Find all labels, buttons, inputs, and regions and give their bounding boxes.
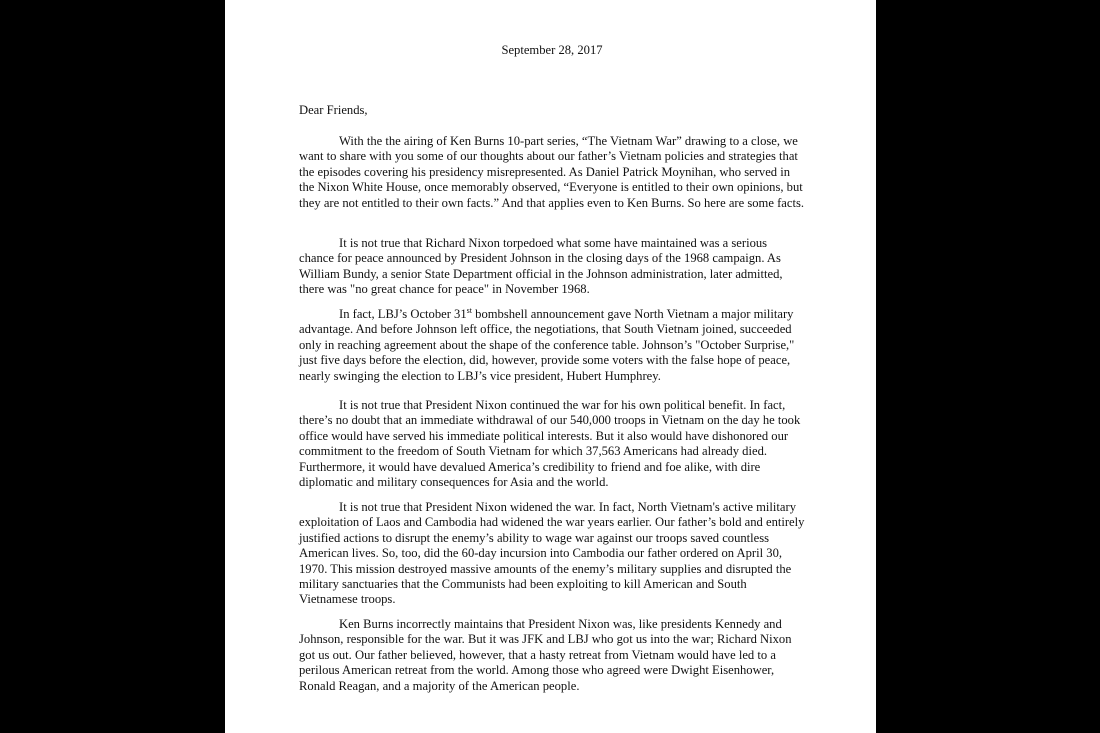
paragraph-4: It is not true that President Nixon continued the war for his own political benefit. In fact, there’s no doubt that an immediate withdrawal of our 540,000 troops in Vietnam on the day he took office would have served his immediate political interests. But it also would have dishonored our commitment to the freedom of South Vietnam for which 37,563 Americans had already died. Furthermore, it would have devalued America’s credibility to friend and foe alike, with dire diplomatic and military consequences for Asia and the world.	[299, 398, 801, 490]
letter-date: September 28, 2017	[501, 43, 603, 57]
ordinal-suffix: st	[466, 305, 472, 315]
paragraph-6: Ken Burns incorrectly maintains that President Nixon was, like presidents Kennedy and Johnson, responsible for the war. But it was JFK and LBJ who got us into the war; Richard Nixon got us out. Our father believed, however, that a hasty retreat from Vietnam would have led to a perilous American retreat from the world. Among those who agreed were Dwight Eisenhower, Ronald Reagan, and a majority of the American people.	[299, 617, 792, 693]
paragraph-2: It is not true that Richard Nixon torpedoed what some have maintained was a serious chance for peace announced by President Johnson in the closing days of the 1968 campaign. As William Bundy, a senior State Department official in the Johnson administration, later admitted, there was "no great chance for peace" in November 1968.	[299, 236, 783, 297]
paragraph-3	[299, 307, 805, 384]
paragraph-1: With the the airing of Ken Burns 10-part series, “The Vietnam War” drawing to a close, we want to share with you some of our thoughts about our father’s Vietnam policies and strategies that the episodes covering his presidency misrepresented. As Daniel Patrick Moynihan, who served in the Nixon White House, once memorably observed, “Everyone is entitled to their own opinions, but they are not entitled to their own facts.” And that applies even to Ken Burns. So here are some facts.	[299, 134, 804, 210]
paragraph-3-rest: bombshell announcement gave North Vietnam a major military advantage. And before Johnson left office, the negotiations, that South Vietnam joined, succeeded only in reaching agreement about the shape of the conference table. Johnson’s "October Surprise," just five days before the election, did, however, provide some voters with the false hope of peace, nearly swinging the election to LBJ’s vice president, Hubert Humphrey.	[299, 307, 795, 383]
letter-page	[225, 0, 876, 733]
paragraph-3-start: In fact, LBJ’s October 31	[339, 307, 467, 321]
salutation: Dear Friends,	[299, 103, 368, 117]
paragraph-5: It is not true that President Nixon widened the war. In fact, North Vietnam's active military exploitation of Laos and Cambodia had widened the war years earlier. Our father’s bold and entirely justified actions to disrupt the enemy’s ability to wage war against our troops saved countless American lives. So, too, did the 60-day incursion into Cambodia our father ordered on April 30, 1970. This mission destroyed massive amounts of the enemy’s military supplies and disrupted the military sanctuaries that the Communists had been exploiting to kill American and South Vietnamese troops.	[299, 500, 805, 607]
